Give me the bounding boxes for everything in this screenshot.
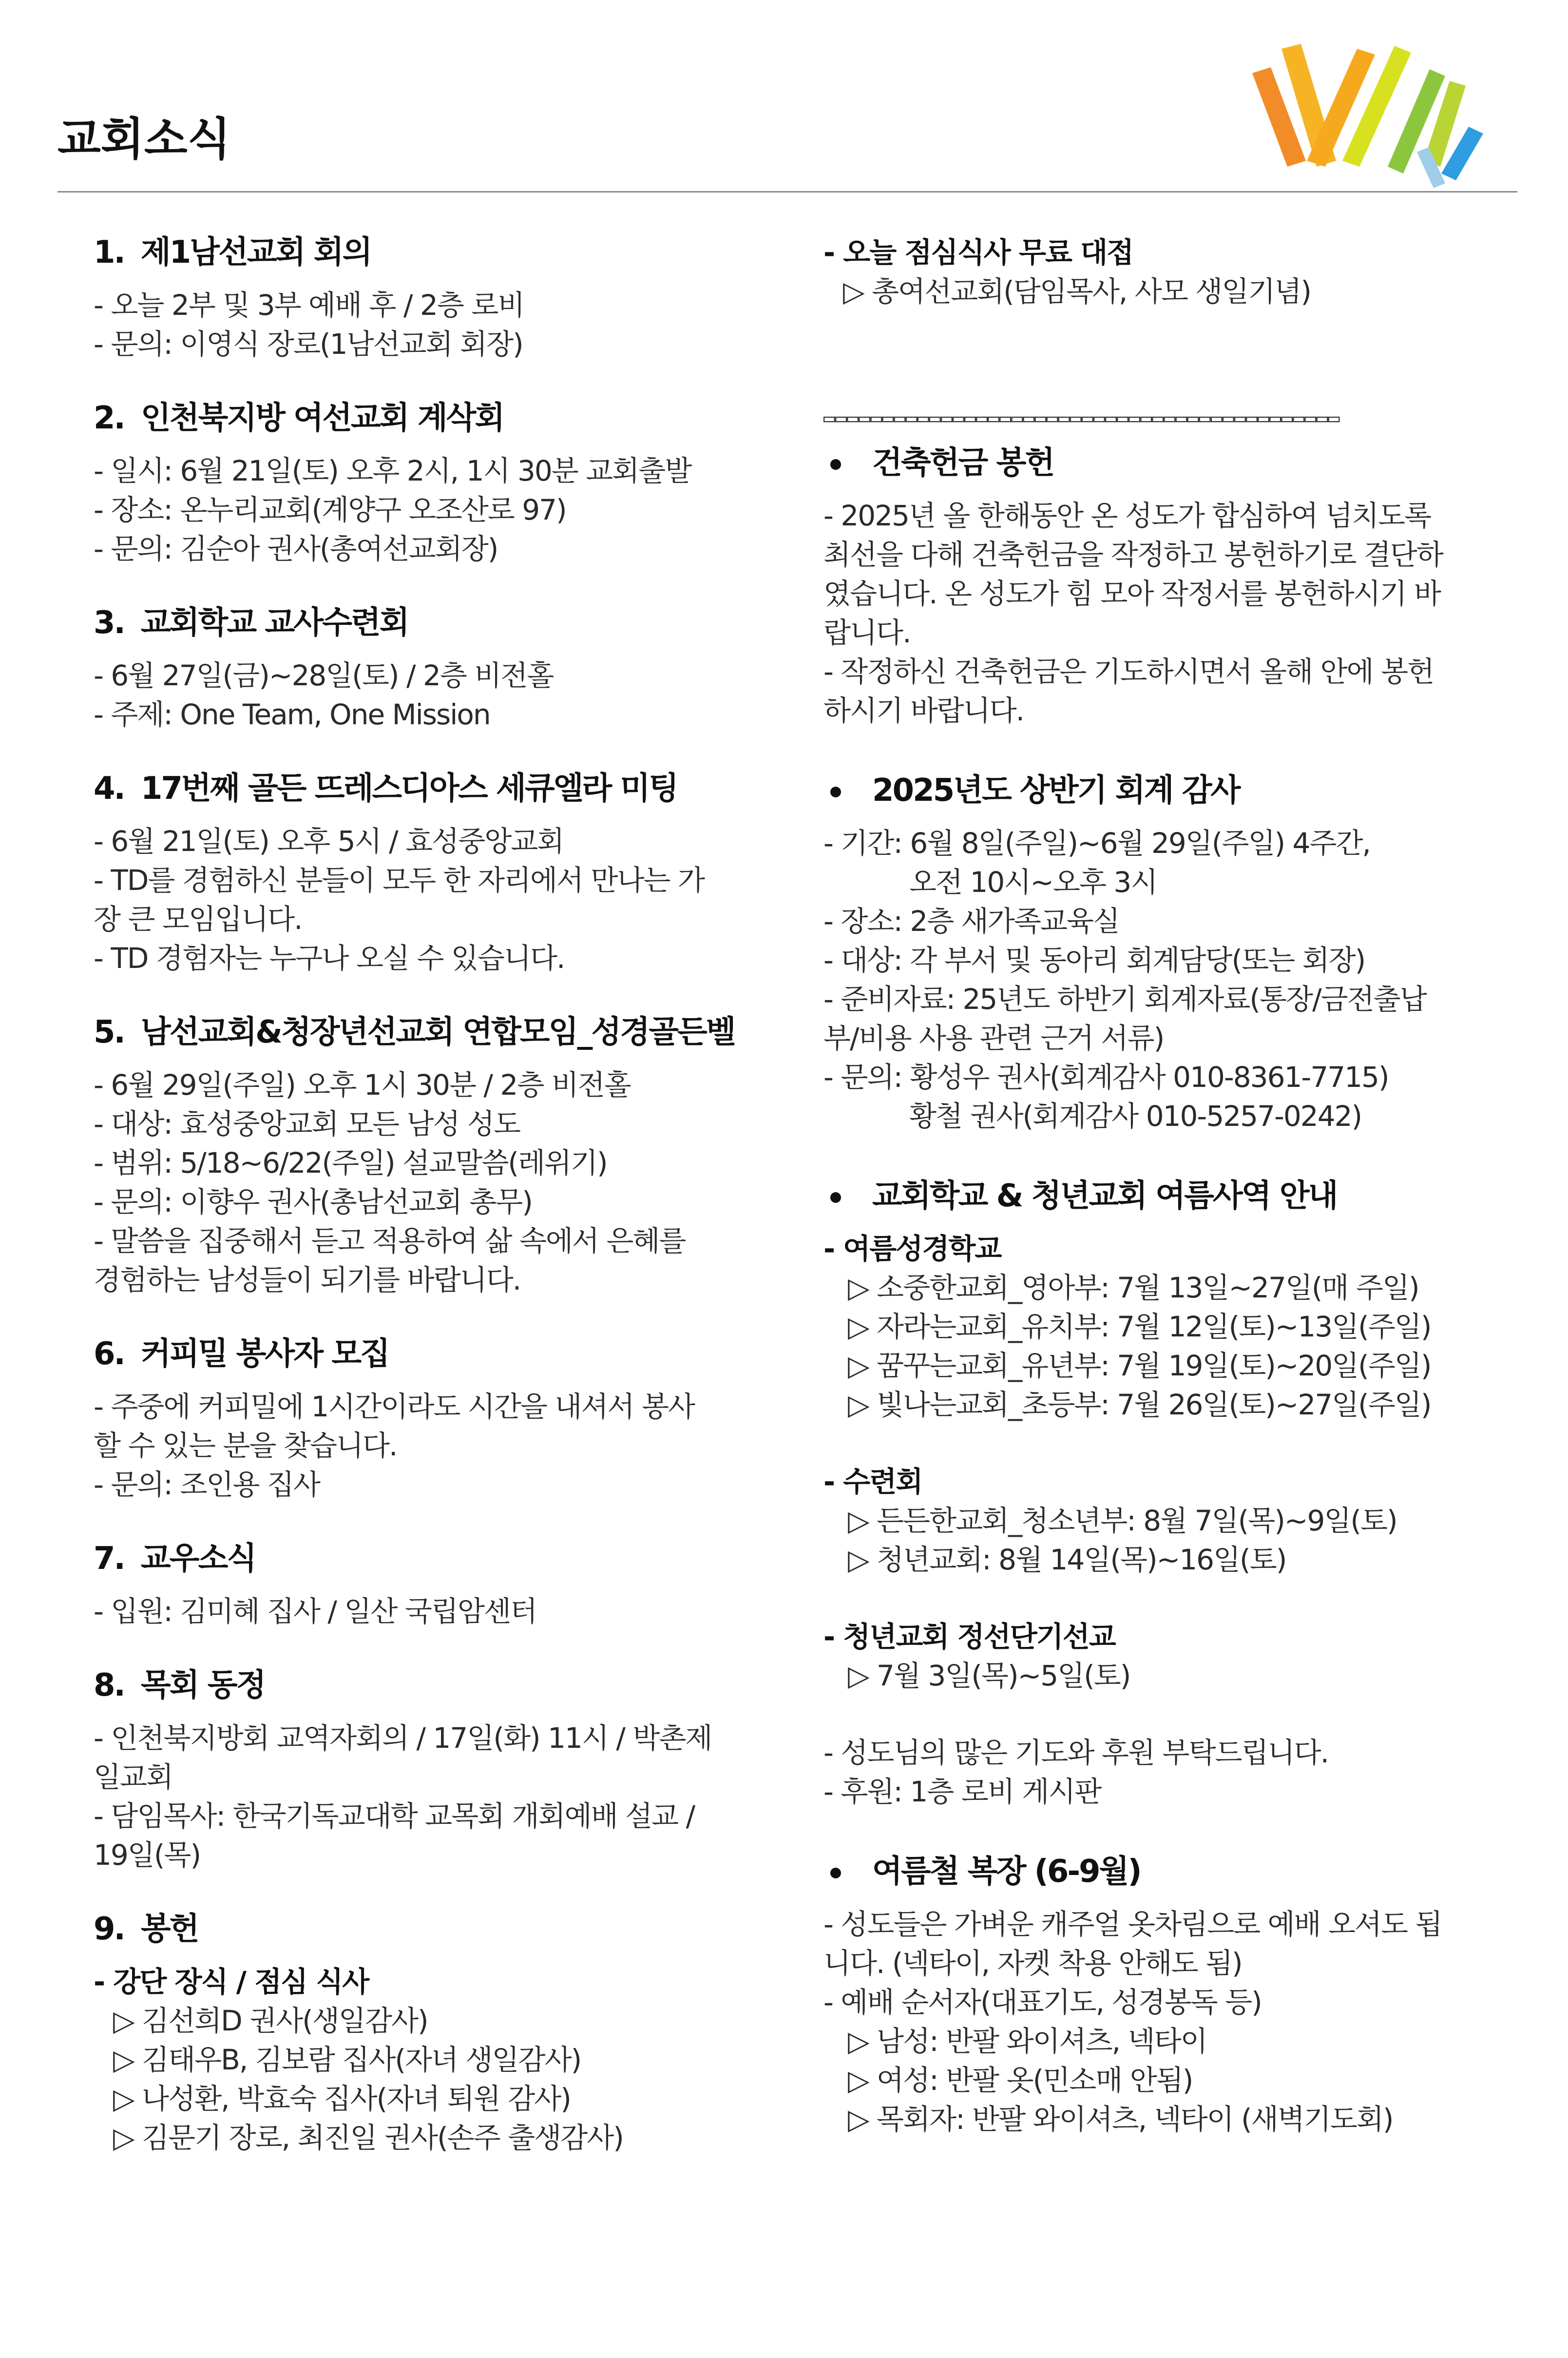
notice-line: 부/비용 사용 관련 근거 서류) — [823, 1022, 1164, 1055]
notice-line: 19일(목) — [94, 1838, 201, 1872]
notice-line: 랍니다. — [823, 616, 911, 649]
notice-line: 장 큰 모임입니다. — [94, 903, 302, 936]
notice-heading: 2. 인천북지방 여선교회 계삭회 — [94, 400, 504, 436]
notice-7 — [94, 1539, 761, 1631]
notice-2 — [94, 399, 761, 568]
notice-heading: 6. 커피밀 봉사자 모집 — [94, 1336, 389, 1372]
notice-line: - TD 경험자는 누구나 오실 수 있습니다. — [94, 942, 565, 975]
notice-line: - 2025년 올 한해동안 온 성도가 합심하여 넘치도록 — [823, 499, 1431, 532]
notice-line: - 범위: 5/18~6/22(주일) 설교말씀(레위기) — [94, 1146, 607, 1179]
building-offering — [823, 444, 1496, 730]
notice-line: - 주제: One Team, One Mission — [94, 698, 490, 731]
notice-heading: 3. 교회학교 교사수련회 — [94, 605, 408, 641]
list-item: ▷ 나성환, 박효숙 집사(자녀 퇴원 감사) — [113, 2082, 571, 2115]
bullet-icon — [830, 787, 841, 797]
notice-line: - 기간: 6월 8일(주일)~6월 29일(주일) 4주간, — [823, 827, 1370, 860]
notice-line: - 장소: 2층 새가족교육실 — [823, 905, 1119, 938]
notice-heading: 8. 목회 동정 — [94, 1667, 265, 1703]
notice-heading: 교회학교 & 청년교회 여름사역 안내 — [823, 1177, 1496, 1216]
notice-line: - 인천북지방회 교역자회의 / 17일(화) 11시 / 박촌제 — [94, 1721, 712, 1755]
notice-9 — [94, 1910, 761, 2157]
notice-line: - 6월 29일(주일) 오후 1시 30분 / 2층 비전홀 — [94, 1068, 631, 1102]
notice-line: - 입원: 김미혜 집사 / 일산 국립암센터 — [94, 1595, 537, 1628]
list-item: ▷ 김태우B, 김보람 집사(자녀 생일감사) — [113, 2043, 581, 2076]
church-logo-icon — [1252, 39, 1496, 195]
notice-line: - 작정하신 건축헌금은 기도하시면서 올해 안에 봉헌 — [823, 655, 1434, 688]
left-column — [94, 233, 761, 2157]
notice-subhead: - 강단 장식 / 점심 식사 — [94, 1965, 369, 1998]
notice-1 — [94, 233, 761, 364]
notice-3 — [94, 603, 761, 734]
list-item: ▷ 목회자: 반팔 와이셔츠, 넥타이 (새벽기도회) — [848, 2103, 1393, 2136]
header-divider — [57, 191, 1517, 193]
notice-line: - 말씀을 집중해서 듣고 적용하여 삶 속에서 은혜를 — [94, 1224, 686, 1257]
notice-line: - 예배 순서자(대표기도, 성경봉독 등) — [823, 1986, 1262, 2019]
list-item: ▷ 빛나는교회_초등부: 7월 26일(토)~27일(주일) — [848, 1388, 1431, 1421]
bullet-icon — [830, 1868, 841, 1878]
notice-line: 하시기 바랍니다. — [823, 694, 1024, 727]
page-title: 교회소식 — [57, 113, 231, 165]
notice-line: - 6월 27일(금)~28일(토) / 2층 비전홀 — [94, 659, 554, 692]
list-item: ▷ 소중한교회_영아부: 7월 13일~27일(매 주일) — [848, 1271, 1419, 1304]
summer-dress-code — [823, 1852, 1496, 2139]
notice-heading: 9. 봉헌 — [94, 1911, 198, 1947]
notice-line: - 문의: 이영식 장로(1남선교회 회장) — [94, 328, 523, 361]
notice-line: - 문의: 조인용 집사 — [94, 1468, 320, 1501]
dashed-divider: ▭▭▭▭▭▭▭▭▭▭▭▭▭▭▭▭▭▭▭▭▭▭▭▭▭▭▭▭▭▭▭▭▭▭▭▭▭▭▭▭▭▭▭▭ — [823, 407, 1340, 429]
notice-line: 일교회 — [94, 1760, 173, 1794]
notice-subhead: - 여름성경학교 — [823, 1232, 1001, 1265]
notice-heading: 7. 교우소식 — [94, 1541, 256, 1577]
notice-6 — [94, 1334, 761, 1504]
notice-line: - 성도님의 많은 기도와 후원 부탁드립니다. — [823, 1736, 1329, 1769]
list-item: ▷ 7월 3일(목)~5일(토) — [848, 1659, 1130, 1692]
notice-line: - 대상: 각 부서 및 동아리 회계담당(또는 회장) — [823, 944, 1365, 977]
notice-heading: 여름철 복장 (6-9월) — [823, 1852, 1496, 1891]
lunch-notice — [823, 233, 1496, 311]
notice-heading: 1. 제1남선교회 회의 — [94, 234, 371, 271]
notice-line: - 후원: 1층 로비 게시판 — [823, 1775, 1101, 1808]
list-item: ▷ 꿈꾸는교회_유년부: 7월 19일(토)~20일(주일) — [848, 1349, 1431, 1382]
audit-notice — [823, 771, 1496, 1136]
notice-8 — [94, 1666, 761, 1875]
notice-4 — [94, 769, 761, 978]
list-item: ▷ 여성: 반팔 옷(민소매 안됨) — [848, 2064, 1193, 2097]
notice-line: - 오늘 2부 및 3부 예배 후 / 2층 로비 — [94, 289, 524, 322]
notice-line: - 주중에 커피밀에 1시간이라도 시간을 내셔서 봉사 — [94, 1390, 695, 1423]
bullet-icon — [830, 459, 841, 470]
notice-line: 니다. (넥타이, 자켓 착용 안해도 됨) — [823, 1947, 1242, 1980]
list-item: ▷ 김문기 장로, 최진일 권사(손주 출생감사) — [113, 2121, 623, 2154]
notice-subhead: - 청년교회 정선단기선교 — [823, 1620, 1115, 1653]
notice-heading: 4. 17번째 골든 뜨레스디아스 세큐엘라 미팅 — [94, 771, 678, 807]
right-column — [823, 233, 1496, 2139]
notice-heading: 건축헌금 봉헌 — [823, 444, 1496, 483]
list-item: ▷ 총여선교회(담임목사, 사모 생일기념) — [843, 275, 1311, 308]
notice-subhead: - 오늘 점심식사 무료 대접 — [823, 236, 1133, 269]
notice-line: - 성도들은 가벼운 캐주얼 옷차림으로 예배 오셔도 됩 — [823, 1908, 1442, 1941]
list-item: ▷ 남성: 반팔 와이셔츠, 넥타이 — [848, 2025, 1207, 2058]
notice-line: 최선을 다해 건축헌금을 작정하고 봉헌하기로 결단하 — [823, 538, 1443, 571]
notice-line: - 6월 21일(토) 오후 5시 / 효성중앙교회 — [94, 825, 564, 858]
list-item: ▷ 자라는교회_유치부: 7월 12일(토)~13일(주일) — [848, 1310, 1431, 1343]
list-item: ▷ 청년교회: 8월 14일(목)~16일(토) — [848, 1543, 1286, 1576]
notice-5 — [94, 1013, 761, 1299]
notice-heading: 5. 남선교회&청장년선교회 연합모임_성경골든벨 — [94, 1014, 735, 1050]
notice-line: - TD를 경험하신 분들이 모두 한 자리에서 만나는 가 — [94, 864, 705, 897]
bullet-icon — [830, 1192, 841, 1203]
notice-line: - 문의: 황성우 권사(회계감사 010-8361-7715) — [823, 1061, 1389, 1094]
notice-line: 오전 10시~오후 3시 — [909, 866, 1157, 899]
notice-line: - 장소: 온누리교회(계양구 오조산로 97) — [94, 493, 566, 526]
notice-line: 경험하는 남성들이 되기를 바랍니다. — [94, 1263, 521, 1296]
notice-line: - 일시: 6월 21일(토) 오후 2시, 1시 30분 교회출발 — [94, 454, 691, 487]
notice-line: - 대상: 효성중앙교회 모든 남성 성도 — [94, 1107, 520, 1140]
list-item: ▷ 김선희D 권사(생일감사) — [113, 2004, 428, 2037]
notice-line: - 문의: 김순아 권사(총여선교회장) — [94, 532, 498, 565]
notice-line: - 문의: 이향우 권사(총남선교회 총무) — [94, 1185, 532, 1218]
notice-line: 황철 권사(회계감사 010-5257-0242) — [909, 1100, 1362, 1133]
notice-line: 였습니다. 온 성도가 힘 모아 작정서를 봉헌하시기 바 — [823, 577, 1441, 610]
summer-ministry — [823, 1177, 1496, 1811]
notice-subhead: - 수련회 — [823, 1465, 922, 1498]
notice-line: - 준비자료: 25년도 하반기 회계자료(통장/금전출납 — [823, 983, 1426, 1016]
notice-heading: 2025년도 상반기 회계 감사 — [823, 771, 1496, 810]
notice-line: 할 수 있는 분을 찾습니다. — [94, 1429, 397, 1462]
list-item: ▷ 든든한교회_청소년부: 8월 7일(목)~9일(토) — [848, 1504, 1397, 1537]
notice-line: - 담임목사: 한국기독교대학 교목회 개회예배 설교 / — [94, 1799, 695, 1833]
